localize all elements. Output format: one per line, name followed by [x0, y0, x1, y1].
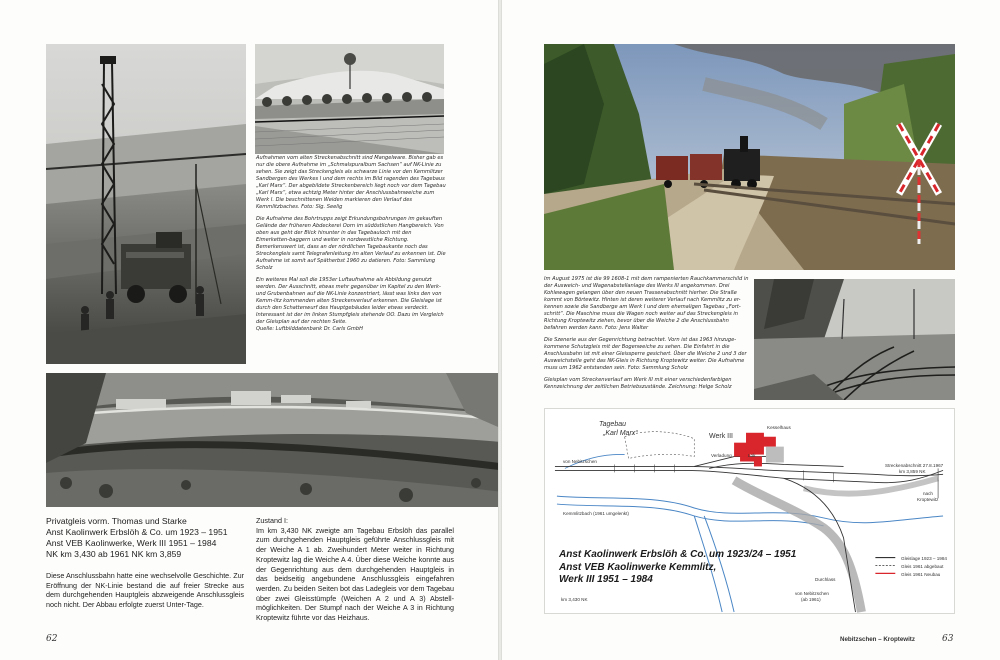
aerial-photo [46, 373, 512, 507]
plan-label-ab-1961: (ab 1961) [801, 597, 821, 602]
legend-item-2: Gleis 1961 abgebaut [901, 564, 944, 569]
caption-quelle: Quelle: Luftbilddatenbank Dr. Carls GmbH [256, 326, 363, 332]
plan-label-karl-marx: „Karl Marx“ [603, 430, 638, 437]
heading-line-1: Privatgleis vorm. Thomas und Starke [46, 516, 187, 526]
page-number-right: 63 [942, 634, 954, 644]
plan-label-durchlass: Durchlass [815, 577, 836, 582]
plan-label-kesselhaus: Kesselhaus [767, 425, 791, 430]
plan-title-line-1: Anst Kaolinwerk Erbslöh & Co. um 1923/24 – 1951 [559, 549, 797, 560]
plan-km-label: km 3,430 NK [561, 597, 588, 602]
heading-line-3: Anst VEB Kaolinwerke, Werk III 1951 – 1984 [46, 538, 217, 548]
zustand-heading: Zustand I: [256, 516, 288, 525]
plan-title-line-2: Anst VEB Kaolinwerke Kemmlitz, [559, 561, 717, 573]
plan-label-km-nk: km 3,859 NK [899, 469, 926, 474]
legend-item-1: Gleislage 1923 – 1984 [901, 556, 947, 561]
caption-gleisplan: Gleisplan vom Streckenverlauf am Werk III mit einer verschiedenfarbigen Kennzeichnung der zeitlichen Betriebszustände. Zeichnung: Helge Scholz [544, 377, 732, 390]
plan-label-verladung: Verladung [711, 453, 732, 458]
heading-line-4: NK km 3,430 ab 1961 NK km 3,859 [46, 549, 182, 559]
track-crossing-photo [754, 279, 955, 400]
running-title: Nebitzschen – Kroptewitz [840, 636, 915, 643]
plan-title [559, 549, 819, 587]
caption-bohrtrupp: Die Aufnahme des Bohrtrupps zeigt Erkundungsbohrungen im gekauften Gelände der früheren Abdeckerei Oorn im südöstlichen Hangbereich. Von oben aus geht der Blick hinunter in das Tagebauloch mit den Eimerketten-baggern und weiter in nordwestliche Richtung. Bemerkenswert ist, dass an der nördlichen Tagebaukante noch das Streckengleis samt Telegrafenleitung im alten Verlauf zu erkennen ist. Die Aufnahme ist somit auf Spätherbst 1960 zu datieren. Foto: Sammlung Scholz [256, 216, 446, 271]
drilling-rig-photo [46, 44, 246, 364]
plan-label-kemmlitzbach: Kemmlitzbach (1961 umgelenkt) [563, 511, 629, 516]
right-page [502, 0, 1000, 660]
zustand-section [256, 516, 454, 623]
caption-strecke: Aufnahmen vom alten Streckenabschnitt sind Mangelware. Bisher gab es nur die obere Aufnahme im „Schmalspuralbum Sachsen“ auf NK-Linie zu sehen. Sie zeigt das Streckengleis als schwarze Linie vor den Kemmlitzer Sandbergen des Werkes I und dem rechts im Bild ragenden des Tagebaus „Karl Marx“. Der abgebildete Streckenbereich liegt noch vor dem Tagebau „Karl Marx“, etwa achtzig Meter hinter der Anschlussbahnweiche zum Werk I. Die beschnittenen Weiden markieren den Verlauf des Kemmlitzbaches. Foto: Slg. Seelig [256, 155, 446, 210]
plan-label-streckenabschnitt: Streckenabschnitt 27.8.1967 [885, 463, 944, 468]
willow-landscape-photo [255, 44, 444, 154]
plan-label-nach: nach [923, 491, 933, 496]
zustand-paragraph: Im km 3,430 NK zweigte am Tagebau Erbslöh das parallel zum durchgehenden Hauptgleis geführte Anschlussgleis mit der Weiche A 1 ab. Zweihundert Meter weiter in Richtung Kroptewitz lag die Weiche A 4. Über diese Weiche konnte aus der Gegenrichtung aus dem durchgehenden Hauptgleis in das beidseitig angebundene Anschlussgleis eingefahren werden. Zu beiden Seiten bot das Ladegleis vor dem Tagebau über zwei Gleisstümpfe (Weichen A 2 und A 3) Abstell-möglichkeiten. Der Stumpf nach der Weiche A 3 in Richtung Kroptewitz führte vor das Heizhaus. [256, 525, 454, 623]
intro-paragraph: Diese Anschlussbahn hatte eine wechselvolle Geschichte. Zur Eröffnung der NK-Linie bestand die auf freier Strecke aus dem durchgehenden Hauptgleis abzweigende Anschlussgleis noch nicht. Der Abbau erfolgte zuerst Unter-Tage. [46, 571, 244, 610]
left-page [0, 0, 498, 660]
plan-label-von-nebitzschen: von Nebitzschen [563, 459, 597, 464]
left-photo-captions [256, 155, 446, 338]
plan-label-lok: Lok [748, 453, 756, 458]
heading-line-2: Anst Kaolinwerk Erbslöh & Co. um 1923 – 1951 [46, 527, 228, 537]
caption-gegenrichtung: Die Szenerie aus der Gegenrichtung betrachtet. Vorn ist das 1963 hinzuge-kommene Schutzgleis mit der Bogenweiche zu sehen. Die Einfahrt in die Anschlussbahn ist mit einer Gleissperre gesichert. Über die Weiche 2 und 3 der Ausweichstelle geht das NK-Gleis in Richtung Kroptewitz weiter. Die Aufnahme muss um 1962 entstanden sein. Foto: Sammlung Scholz [544, 337, 747, 371]
caption-august-1975: Im August 1975 ist die 99 1608-1 mit dem rampenierten Rauchkammerschild in der Ausweich- und Wagenabstellanlage des Werks III angekommen. Drei Kohlewagen gelangen über den neuen Trassenabschnitt hierher. Die Straße kommt von Börtewitz. Hinten ist deren weiterer Verlauf nach Kemmlitz zu er-kennen sowie die Sandberge am Werk I und dem ehemaligen Tagebau „Fort-schritt“. Die Maschine muss die Wagen noch weiter auf das Streckengleis in Richtung Kroptewitz ziehen, bevor über die Weiche 2 die Anschlussbahn befahren werden kann. Foto: Jens Walter [544, 276, 749, 331]
plan-label-werk: Werk III [709, 433, 733, 440]
track-plan-diagram [544, 408, 955, 614]
plan-title-line-3: Werk III 1951 – 1984 [559, 574, 653, 585]
plan-label-tagebau: Tagebau [599, 421, 626, 428]
right-photo-caption-train [544, 276, 750, 396]
plan-label-kroptewitz: Kroptewitz [917, 497, 939, 502]
page-number-left: 62 [46, 634, 58, 644]
legend-item-3: Gleis 1961 Neubau [901, 572, 941, 577]
caption-luftaufnahme: Ein weiteres Mal soll die 1953er Luftaufnahme als Abbildung genutzt werden. Der Ausschnitt, etwas mehr gegenüber im Kapitel zu den Werk- und Grubenbahnen auf die NK-Linie konzentriert, lässt was links den von Kemm-litz kommenden alten Streckenverlauf erkennen. Die Gleislage ist durch den Schattenwurf des Hauptgebäudes leider etwas verdeckt. Interessant ist der im linken Stumpfgleis stehende OO. Dazu im Vergleich der Gleisplan auf der rechten Seite. [256, 277, 444, 325]
section-heading [46, 516, 246, 560]
steam-train-photo [544, 44, 955, 270]
plan-label-von-nebitzschen-ab: von Nebitzschen [795, 591, 829, 596]
